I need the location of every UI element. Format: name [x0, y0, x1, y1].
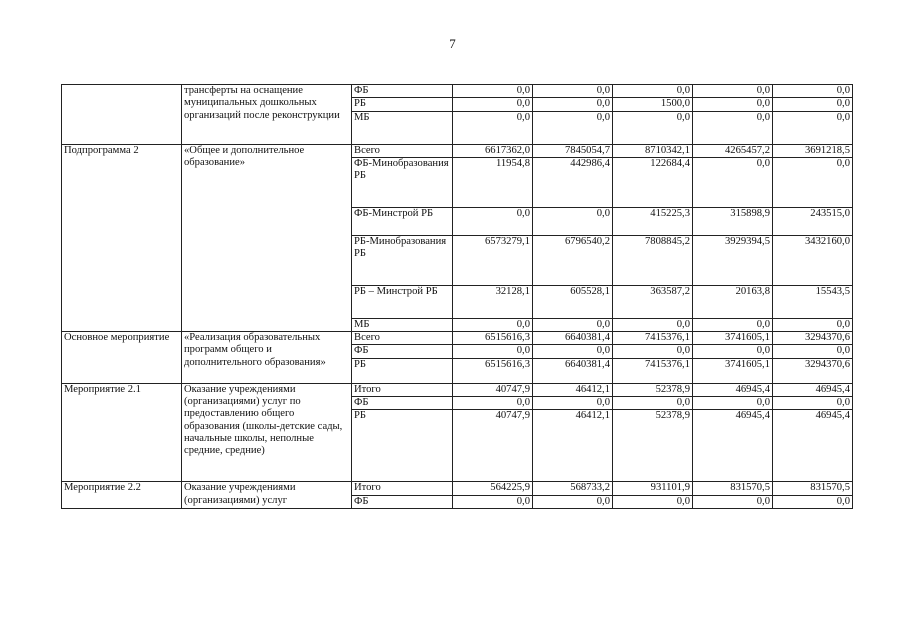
value-cell: 20163,8 [693, 285, 773, 318]
funding-source-cell: Всего [352, 144, 453, 157]
value-cell: 3294370,6 [773, 358, 853, 383]
value-cell: 0,0 [773, 98, 853, 111]
table-row [62, 332, 853, 345]
value-cell: 3929394,5 [693, 235, 773, 285]
funding-source-cell: Итого [352, 383, 453, 396]
value-cell: 3294370,6 [773, 332, 853, 345]
value-cell: 1500,0 [613, 98, 693, 111]
value-cell: 564225,9 [453, 482, 533, 495]
funding-source-cell: РБ [352, 410, 453, 482]
value-cell: 0,0 [773, 345, 853, 358]
value-cell: 0,0 [773, 111, 853, 144]
funding-source-cell: ФБ [352, 345, 453, 358]
value-cell: 568733,2 [533, 482, 613, 495]
value-cell: 0,0 [533, 207, 613, 235]
program-name-cell: Основное мероприятие [62, 332, 182, 384]
funding-source-cell: РБ [352, 358, 453, 383]
funding-source-cell: МБ [352, 111, 453, 144]
value-cell: 0,0 [453, 318, 533, 331]
value-cell: 605528,1 [533, 285, 613, 318]
value-cell: 0,0 [533, 397, 613, 410]
value-cell: 315898,9 [693, 207, 773, 235]
value-cell: 0,0 [613, 85, 693, 98]
value-cell: 40747,9 [453, 410, 533, 482]
value-cell: 7415376,1 [613, 358, 693, 383]
value-cell: 7845054,7 [533, 144, 613, 157]
value-cell: 0,0 [693, 98, 773, 111]
value-cell: 46945,4 [773, 383, 853, 396]
value-cell: 0,0 [453, 207, 533, 235]
funding-source-cell: ФБ [352, 495, 453, 508]
value-cell: 0,0 [533, 318, 613, 331]
value-cell: 363587,2 [613, 285, 693, 318]
value-cell: 3741605,1 [693, 358, 773, 383]
value-cell: 0,0 [693, 85, 773, 98]
value-cell: 0,0 [613, 345, 693, 358]
value-cell: 0,0 [453, 85, 533, 98]
value-cell: 0,0 [533, 495, 613, 508]
value-cell: 46945,4 [693, 383, 773, 396]
value-cell: 46412,1 [533, 410, 613, 482]
value-cell: 0,0 [533, 85, 613, 98]
value-cell: 52378,9 [613, 410, 693, 482]
value-cell: 32128,1 [453, 285, 533, 318]
value-cell: 6640381,4 [533, 332, 613, 345]
value-cell: 40747,9 [453, 383, 533, 396]
value-cell: 0,0 [613, 318, 693, 331]
value-cell: 46945,4 [773, 410, 853, 482]
page-number: 7 [449, 36, 456, 51]
value-cell: 15543,5 [773, 285, 853, 318]
value-cell: 831570,5 [693, 482, 773, 495]
funding-source-cell: ФБ [352, 85, 453, 98]
program-name-cell [62, 85, 182, 145]
value-cell: 6617362,0 [453, 144, 533, 157]
program-name-cell: Мероприятие 2.1 [62, 383, 182, 482]
value-cell: 931101,9 [613, 482, 693, 495]
value-cell: 7415376,1 [613, 332, 693, 345]
value-cell: 0,0 [613, 111, 693, 144]
value-cell: 0,0 [613, 495, 693, 508]
value-cell: 6573279,1 [453, 235, 533, 285]
budget-table [61, 84, 853, 509]
value-cell: 831570,5 [773, 482, 853, 495]
value-cell: 122684,4 [613, 157, 693, 207]
program-name-cell: Мероприятие 2.2 [62, 482, 182, 509]
value-cell: 0,0 [453, 397, 533, 410]
funding-source-cell: ФБ [352, 397, 453, 410]
value-cell: 0,0 [693, 157, 773, 207]
value-cell: 6796540,2 [533, 235, 613, 285]
value-cell: 243515,0 [773, 207, 853, 235]
value-cell: 0,0 [773, 85, 853, 98]
program-title-cell: «Реализация образовательных программ общего и дополнительного образования» [182, 332, 352, 384]
value-cell: 415225,3 [613, 207, 693, 235]
value-cell: 0,0 [453, 98, 533, 111]
value-cell: 0,0 [453, 495, 533, 508]
value-cell: 0,0 [773, 318, 853, 331]
table-row [62, 482, 853, 495]
value-cell: 46945,4 [693, 410, 773, 482]
funding-source-cell: ФБ-Минстрой РБ [352, 207, 453, 235]
table-row [62, 85, 853, 98]
value-cell: 0,0 [773, 397, 853, 410]
funding-source-cell: Итого [352, 482, 453, 495]
value-cell: 442986,4 [533, 157, 613, 207]
value-cell: 8710342,1 [613, 144, 693, 157]
value-cell: 6515616,3 [453, 358, 533, 383]
program-title-cell: Оказание учреждениями (организациями) услуг по предоставлению общего образования (школы-детские сады, начальные школы, неполные средние, средние) [182, 383, 352, 482]
value-cell: 0,0 [533, 111, 613, 144]
value-cell: 3741605,1 [693, 332, 773, 345]
table-row [62, 383, 853, 396]
value-cell: 0,0 [693, 111, 773, 144]
program-title-cell: Оказание учреждениями (организациями) услуг [182, 482, 352, 509]
value-cell: 0,0 [533, 98, 613, 111]
value-cell: 6640381,4 [533, 358, 613, 383]
value-cell: 46412,1 [533, 383, 613, 396]
program-title-cell: трансферты на оснащение муниципальных дошкольных организаций после реконструкции [182, 85, 352, 145]
value-cell: 7808845,2 [613, 235, 693, 285]
table-row [62, 144, 853, 157]
program-title-cell: «Общее и дополнительное образование» [182, 144, 352, 332]
value-cell: 0,0 [613, 397, 693, 410]
value-cell: 11954,8 [453, 157, 533, 207]
value-cell: 4265457,2 [693, 144, 773, 157]
value-cell: 3432160,0 [773, 235, 853, 285]
funding-source-cell: РБ-Минобразования РБ [352, 235, 453, 285]
funding-source-cell: Всего [352, 332, 453, 345]
value-cell: 0,0 [773, 495, 853, 508]
value-cell: 0,0 [533, 345, 613, 358]
value-cell: 0,0 [773, 157, 853, 207]
value-cell: 3691218,5 [773, 144, 853, 157]
value-cell: 52378,9 [613, 383, 693, 396]
value-cell: 0,0 [453, 111, 533, 144]
value-cell: 6515616,3 [453, 332, 533, 345]
funding-source-cell: ФБ-Минобразования РБ [352, 157, 453, 207]
funding-source-cell: МБ [352, 318, 453, 331]
value-cell: 0,0 [453, 345, 533, 358]
value-cell: 0,0 [693, 345, 773, 358]
value-cell: 0,0 [693, 495, 773, 508]
value-cell: 0,0 [693, 318, 773, 331]
funding-source-cell: РБ [352, 98, 453, 111]
program-name-cell: Подпрограмма 2 [62, 144, 182, 332]
value-cell: 0,0 [693, 397, 773, 410]
funding-source-cell: РБ – Минстрой РБ [352, 285, 453, 318]
